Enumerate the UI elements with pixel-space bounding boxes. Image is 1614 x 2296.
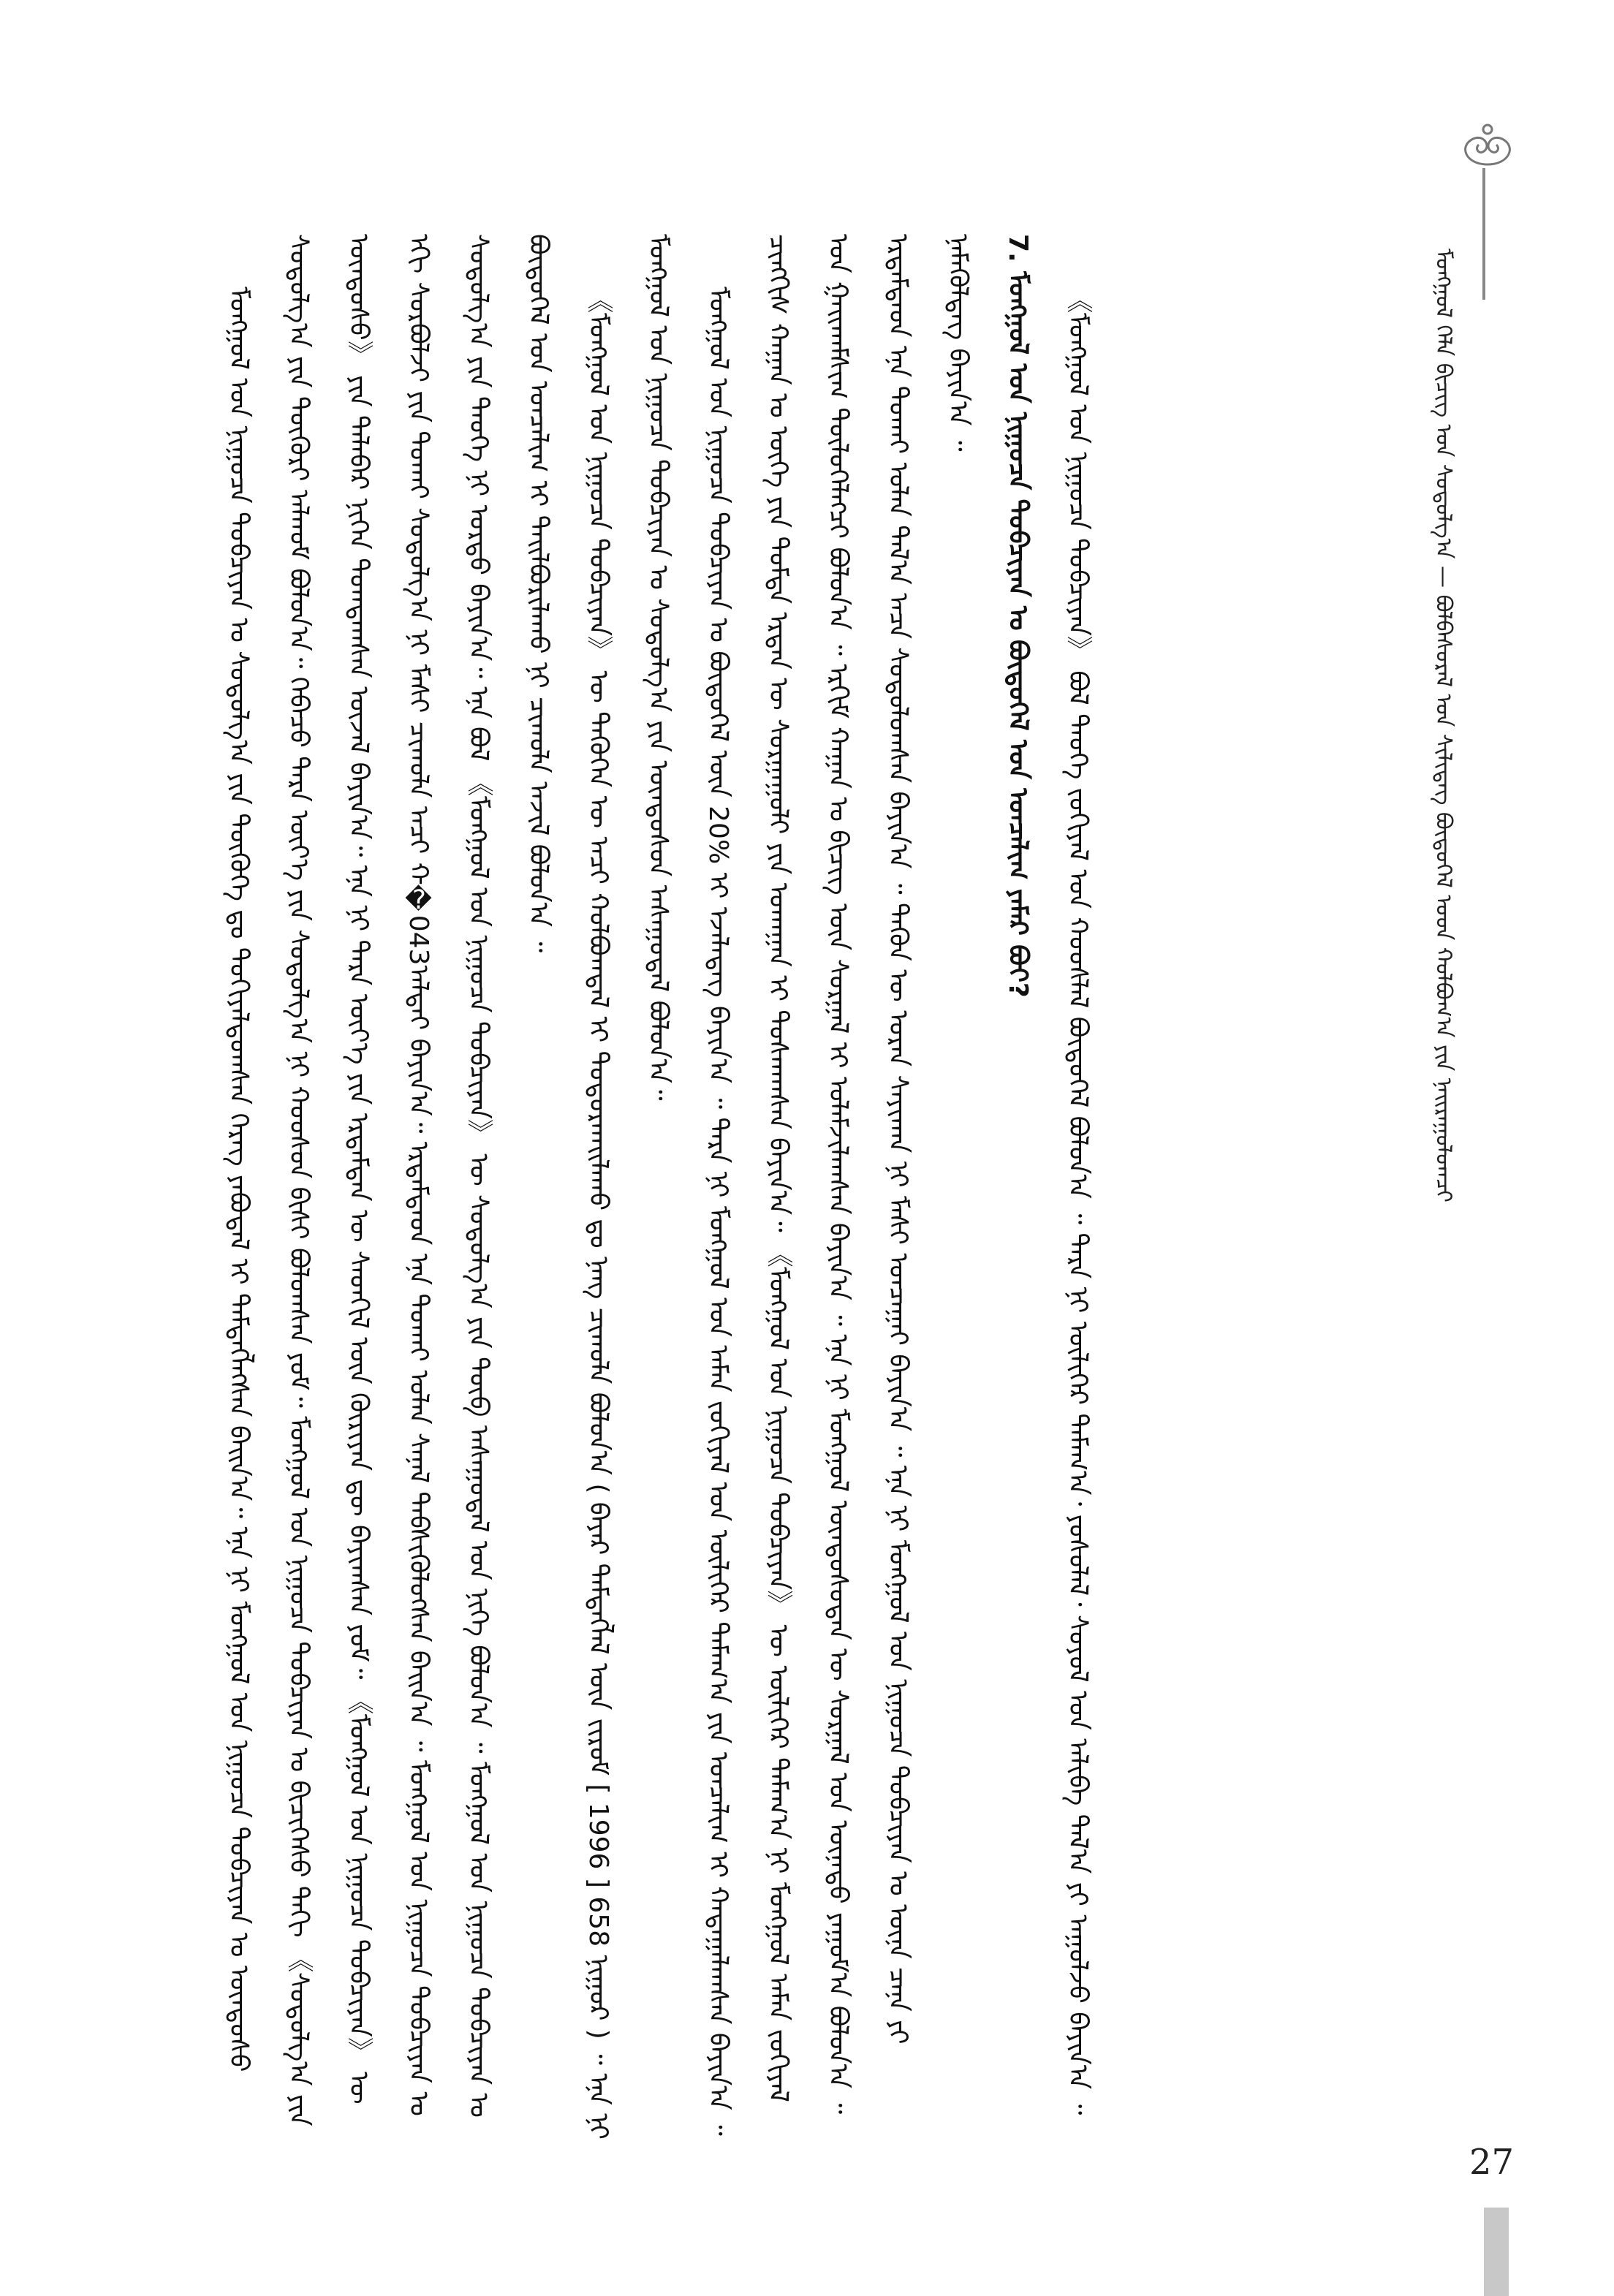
paragraph-1: ᠮᠣᠩᠭᠣᠯ ᠤᠨ ᠨᠢᠭᠤᠴᠠ ᠲᠣᠪᠴᠢᠶᠠᠨ ᠤ ᠰᠤᠳᠤᠯᠭ᠎ᠠ ᠶᠢᠨ ᠲᠦᠬᠦᠬᠡ ᠳᠤ ᠲᠣᠬᠢᠶᠠᠯᠳᠤᠭᠰᠠᠨ ᠬᠡᠷᠡᠭ ᠶᠠᠪᠤᠳᠠᠯ ᠢ ᠲᠡᠮᠳᠡᠭᠯᠡᠭᠰᠡᠨ ᠪᠠᠢᠨ᠎ᠠ᠃ ᠡᠨᠡ ᠨᠢ ᠮᠣᠩᠭᠣᠯ ᠤᠨ ᠨᠢᠭᠤᠴᠠ ᠲᠣᠪᠴᠢᠶᠠᠨ ᠤ ᠦᠨᠳᠦᠰᠦ ᠰᠤᠳᠤᠯᠭ᠎ᠠ ᠶᠢᠨ ᠲᠦᠭᠦᠷᠢ ᠠᠯᠬᠤᠮ ᠪᠣᠯᠤᠨ᠎ᠠ᠃ ᠭᠡᠪᠡᠴᠦ ᠲᠡᠷᠡ ᠦᠶ᠎ᠡ ᠶᠢᠨ ᠰᠤᠳᠤᠯᠭ᠎ᠠ ᠨᠢ ᠬᠣᠣᠰᠤᠨ ᠪᠢᠰᠢ ᠪᠣᠯᠤᠭᠰᠠᠨ ᠶᠤᠮ᠃ ᠮᠣᠩᠭᠣᠯ ᠤᠨ ᠨᠢᠭᠤᠴᠠ ᠲᠣᠪᠴᠢᠶᠠᠨ ᠤ ᠪᠢᠴᠢᠭᠡᠰᠦ ᠲᠡᠬᠢ 《ᠰᠤᠳᠤᠯᠭ᠎ᠠ ᠶᠢᠨ ᠦᠨᠳᠦᠰᠦ》 ᠶᠢᠨ ᠲᠠᠯᠠᠪᠠᠷ ᠨᠢᠭᠡᠨ ᠲᠣᠭᠲᠠᠭᠰᠠᠨ ᠦᠵᠡᠯ ᠪᠠᠶᠢᠨ᠎ᠠ᠃ ᠡᠨᠡ ᠨᠢ ᠲᠡᠷᠡ ᠦᠶ᠎ᠡ ᠶᠢᠨ ᠡᠷᠳᠡᠮᠲᠡᠨ ᠦ ᠰᠡᠳᠬᠢᠯ ᠦᠨ ᠬᠦᠷᠢᠶᠡᠨ ᠳᠦ ᠪᠠᠶᠢᠭᠰᠠᠨ ᠶᠤᠮ᠃ 《ᠮᠣᠩᠭᠣᠯ ᠤᠨ ᠨᠢᠭᠤᠴᠠ ᠲᠣᠪᠴᠢᠶᠠᠨ》 ᠦ ᠡᠬᠢ ᠰᠤᠷᠪᠤᠯᠵᠢ ᠶᠢᠨ ᠲᠤᠬᠠᠢ ᠰᠤᠳᠤᠯᠭ᠎ᠠ ᠨᠢ ᠮᠠᠰᠢ ᠴᠢᠬᠤᠯᠠ ᠠᠴᠢ ᠬ�043ᠠᠯᠲᠠᠢ ᠪᠠᠶᠢᠨ᠎ᠠ᠃ ᠡᠷᠳᠡᠮᠲᠡᠳ ᠡᠨᠡ ᠲᠤᠬᠠᠢ ᠣᠯᠠᠨ ᠰᠠᠨᠠᠯ ᠳᠡᠪᠰᠢᠭᠦᠯᠦᠭᠰᠡᠨ ᠪᠠᠢᠨ᠎ᠠ ᠃ ᠮᠣᠩᠭᠣᠯ ᠤᠨ ᠨᠢᠭᠤᠴᠠ ᠲᠣᠪᠴᠢᠶᠠᠨ ᠤ ᠰᠤᠳᠤᠯᠭ᠎ᠠ ᠶᠢᠨ ᠲᠡᠦᠬᠡ ᠨᠢ ᠤᠷᠲᠤ ᠪᠠᠶᠢᠨ᠎ᠠ᠃ ᠡᠨᠡ ᠪᠣᠯ 《ᠮᠣᠩᠭᠣᠯ ᠤᠨ ᠨᠢᠭᠤᠴᠠ ᠲᠣᠪᠴᠢᠶᠠᠨ》 ᠦ ᠰᠤᠳᠤᠯᠭ᠎ᠠ ᠶᠢᠨ ᠲᠦᠪ ᠠᠰᠠᠭᠤᠳᠠᠯ ᠤᠨ ᠨᠢᠭᠡ ᠪᠣᠯᠤᠨ᠎ᠠ ᠃ ᠮᠣᠩᠭᠣᠯ ᠤᠨ ᠨᠢᠭᠤᠴᠠ ᠲᠣᠪᠴᠢᠶᠠᠨ ᠤ ᠪᠦᠲᠦᠭᠡᠯ ᠤᠨ ᠣᠨᠴᠠᠯᠢᠭ ᠢ ᠲᠠᠢᠯᠪᠤᠷᠢᠯᠠᠬᠤ ᠨᠢ ᠴᠢᠬᠤᠯᠠ ᠠᠵᠢᠯ ᠪᠣᠯᠤᠨ᠎ᠠ ᠃ (224, 234, 553, 2126)
page-number: 27 (1469, 2142, 1515, 2183)
running-header: ᠮᠣᠩᠭᠣᠯ ᠬᠡᠯᠡ ᠪᠢᠴᠢᠭ᠌ ᠤᠨ ᠰᠤᠳᠤᠯᠭ᠎ᠠ — ᠪᠤᠯᠪᠠᠰᠤᠷᠠᠯ ᠤᠨ ᠰᠢᠯᠢᠳᠡᠭ ᠪᠦᠲᠦᠭᠡᠯ ᠤᠳ ᠬᠤᠯᠪᠤᠭ᠎ᠠ ᠶᠢᠨ ᠨᠠᠢᠷᠠᠭᠤᠯᠤᠭᠴᠢ (1431, 249, 1456, 1202)
body-text (208, 234, 1407, 2142)
side-tab (1484, 2208, 1509, 2296)
paragraph-2: 《ᠮᠣᠩᠭᠣᠯ ᠤᠨ ᠨᠢᠭᠤᠴᠠ ᠲᠣᠪᠴᠢᠶᠠᠨ》 ᠦ ᠲᠡᠬᠦᠬᠡᠨ ᠦ ᠠᠴᠢ ᠬᠣᠯᠪᠣᠭᠳᠠᠯ ᠢ ᠲᠣᠳᠤᠷᠬᠠᠢᠯᠠᠬᠤ ᠳᠤ ᠨᠡᠩ ᠴᠢᠬᠤᠯᠠ ᠪᠣᠯᠤᠨ᠎ᠠ ( ᠪᠠᠶᠠᠷ ᠲᠡᠮᠳᠡᠭᠯᠡᠯ ᠦᠨ ᠵᠢᠷᠤᠮ [ 1996 ] 658 ᠨᠢᠭᠤᠷ ) ᠃ ᠡᠨᠡ ᠨᠢ ᠮᠣᠩᠭᠣᠯ ᠤᠨ ᠨᠢᠭᠤᠴᠠ ᠲᠣᠪᠴᠢᠶᠠᠨ ᠤ ᠰᠤᠳᠤᠯᠭ᠎ᠠ ᠶᠢᠨ ᠦᠨᠳᠦᠰᠦᠨ ᠠᠰᠠᠭᠤᠳᠠᠯ ᠪᠣᠯᠤᠨ᠎ᠠ᠃ (583, 234, 673, 2140)
section-heading: 7. ᠮᠣᠩᠭᠣᠯ ᠤᠨ ᠨᠢᠭᠤᠴᠠ ᠲᠣᠪᠴᠢᠶᠠᠨ ᠤ ᠪᠦᠲᠦᠭᠡᠯ ᠤᠨ ᠣᠨᠴᠠᠯᠢᠭ ᠶᠠᠮᠠᠷ ᠪᠣᠢ? (1003, 234, 1033, 998)
ornament-icon (1451, 121, 1524, 172)
paragraph-3: ᠮᠣᠩᠭᠣᠯ ᠤᠨ ᠨᠢᠭᠤᠴᠠ ᠲᠣᠪᠴᠢᠶᠠᠨ ᠤ ᠪᠦᠲᠦᠭᠡᠯ ᠦᠨ 20% ᠢ ᠡᠵᠡᠯᠡᠳᠡᠭ ᠪᠠᠶᠢᠨ᠎ᠠ ᠃ ᠲᠡᠷᠡ ᠨᠢ ᠮᠣᠩᠭᠣᠯ ᠤᠨ ᠠᠮᠠᠨ ᠵᠣᠬᠢᠶᠠᠯ ᠤᠨ ᠦᠯᠢᠭᠡᠷ ᠲᠠᠮᠠᠭ᠎ᠠ ᠶᠢᠨ ᠣᠨᠴᠠᠯᠢᠭ ᠢ ᠬᠠᠳᠠᠭᠠᠯᠠᠭᠰᠠᠨ ᠪᠠᠶᠢᠨ᠎ᠠ ᠃ ᠴᠢᠩᠭᠢᠰ ᠬᠠᠭᠠᠨ ᠤ ᠦᠭᠡ ᠶᠢᠨ ᠳᠤᠮᠳᠠ ᠡᠷᠲᠡᠨ ᠦ ᠰᠤᠷᠭᠠᠭᠤᠯᠢ ᠶᠢᠨ ᠤᠬᠠᠭᠠᠨ ᠢ ᠲᠤᠰᠬᠠᠭᠰᠠᠨ ᠪᠠᠶᠢᠨ᠎ᠠ᠃ 《ᠮᠣᠩᠭᠣᠯ ᠤᠨ ᠨᠢᠭᠤᠴᠠ ᠲᠣᠪᠴᠢᠶᠠᠨ》 ᠦ ᠦᠯᠢᠭᠡᠷ ᠲᠠᠮᠠᠭ᠎ᠠ ᠨᠢ ᠮᠣᠩᠭᠣᠯ ᠠᠮᠠᠨ ᠵᠣᠬᠢᠶᠠᠯ ᠤᠨ ᠭᠠᠢᠬᠠᠮᠰᠢᠭ ᠲᠥᠯᠦᠭᠡᠯᠡᠭᠴᠢ ᠪᠣᠯᠤᠨ᠎ᠠ ᠃ ᠡᠷᠬᠢᠮ ᠬᠠᠭᠠᠨ ᠤ ᠪᠢᠴᠢᠭ ᠦᠨ ᠰᠤᠷᠭᠠᠯ ᠢ ᠤᠯᠠᠮᠵᠢᠯᠠᠭᠰᠠᠨ ᠪᠠᠶᠢᠨ᠎ᠠ ᠃ ᠡᠨᠡ ᠨᠢ ᠮᠣᠩᠭᠣᠯ ᠦᠨᠳᠦᠰᠦᠲᠡᠨ ᠦ ᠰᠤᠷᠭᠠᠯ ᠤᠨ ᠦᠨᠡᠲᠦ ᠶᠠᠭᠤᠮ᠎ᠠ ᠪᠣᠯᠤᠨ᠎ᠠ ᠃ ᠡᠷᠳᠡᠮᠲᠡᠳ ᠡᠨᠡ ᠲᠤᠬᠠᠢ ᠣᠯᠠᠨ ᠲᠠᠯ᠎ᠠ ᠠᠴᠠ ᠰᠤᠳᠤᠯᠤᠭᠰᠠᠨ ᠪᠠᠶᠢᠨ᠎ᠠ ᠃ ᠲᠡᠭᠦᠨ ᠦ ᠤᠷᠠᠨ ᠰᠠᠶᠢᠬᠠᠨ ᠨᠢ ᠮᠠᠰᠢ ᠣᠨᠴᠠᠭᠠᠢ ᠪᠠᠶᠢᠨ᠎ᠠ ᠃ ᠡᠨᠡ ᠨᠢ ᠮᠣᠩᠭᠣᠯ ᠤᠨ ᠨᠢᠭᠤᠴᠠ ᠲᠣᠪᠴᠢᠶᠠᠨ ᠤ ᠦᠨᠡ ᠴᠡᠨᠡ ᠶᠢ ᠨᠡᠮᠡᠭᠦᠯᠳᠡᠭ ᠪᠠᠶᠢᠨ᠎ᠠ ᠃ (703, 234, 973, 2136)
header-rule (1482, 168, 1485, 300)
paragraph-4: 《ᠮᠣᠩᠭᠣᠯ ᠤᠨ ᠨᠢᠭᠤᠴᠠ ᠲᠣᠪᠴᠢᠶᠠᠨ》 ᠪᠣᠯ ᠲᠡᠦᠬᠡ ᠵᠣᠬᠢᠶᠠᠯ ᠤᠨ ᠬᠣᠣᠰᠯᠠᠯ ᠪᠦᠲᠦᠭᠡᠯ ᠪᠣᠯᠤᠨ᠎ᠠ ᠃ ᠲᠡᠷᠡ ᠨᠢ ᠦᠯᠢᠭᠡᠷ ᠲᠠᠮᠠᠭ᠎ᠠ᠂ ᠶᠣᠰᠤᠯᠠᠯ᠂ ᠰᠣᠶᠣᠯ ᠤᠨ ᠠᠯᠢᠪᠠ ᠲᠠᠯ᠎ᠠ ᠶᠢ ᠠᠭᠤᠯᠵᠤ ᠪᠠᠶᠢᠨ᠎ᠠ ᠃ (1063, 287, 1093, 2115)
